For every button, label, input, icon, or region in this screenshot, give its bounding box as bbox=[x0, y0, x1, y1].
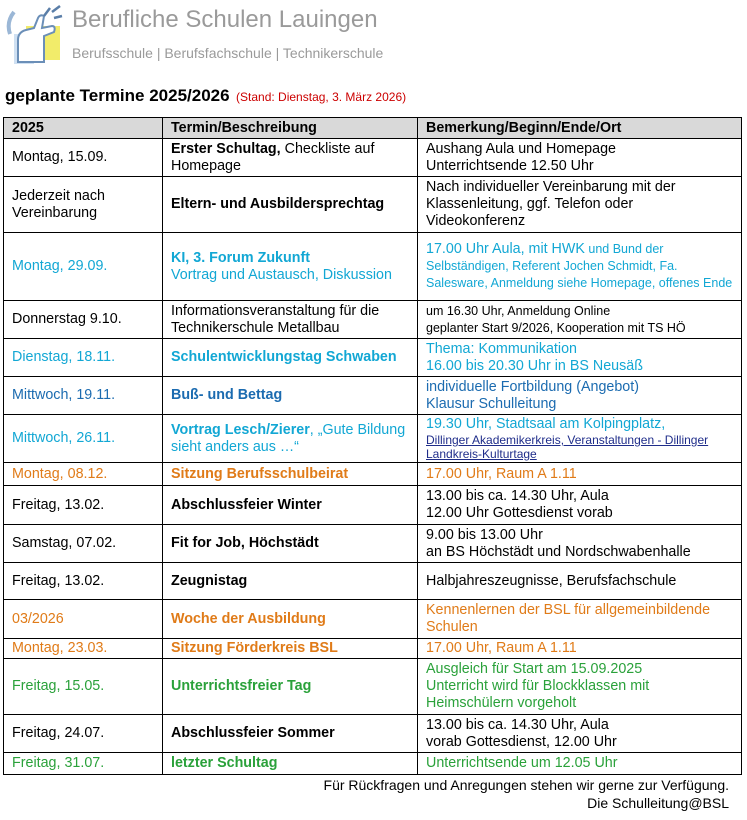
table-row bbox=[4, 139, 742, 177]
bemerkung-line: 13.00 bis ca. 14.30 Uhr, Aula bbox=[426, 716, 609, 733]
date-cell: Montag, 08.12. bbox=[4, 463, 163, 486]
termin-title: KI, 3. Forum Zukunft bbox=[171, 249, 310, 266]
termin-detail: Vortrag und Austausch, Diskussion bbox=[171, 266, 392, 283]
bemerkung-cell bbox=[418, 415, 742, 463]
termin-cell: Zeugnistag bbox=[163, 563, 418, 600]
termin-cell: Woche der Ausbildung bbox=[163, 600, 418, 639]
date-cell: Montag, 23.03. bbox=[4, 639, 163, 659]
bemerkung-cell: Kennenlernen der BSL für allgemeinbildende Schulen bbox=[418, 600, 742, 639]
table-row bbox=[4, 753, 742, 775]
school-logo-icon bbox=[4, 4, 64, 68]
school-types: Berufsschule | Berufsfachschule | Technikerschule bbox=[72, 45, 384, 61]
bemerkung-cell: Unterrichtsende um 12.05 Uhr bbox=[418, 753, 742, 775]
table-row bbox=[4, 233, 742, 301]
termin-title: Vortrag Lesch/Zierer bbox=[171, 421, 310, 438]
date-cell: Freitag, 13.02. bbox=[4, 486, 163, 525]
bemerkung-cell bbox=[418, 301, 742, 339]
table-row bbox=[4, 563, 742, 600]
bemerkung-line: Unterricht wird für Blockklassen mit Heimschülern vorgeholt bbox=[426, 678, 650, 711]
bemerkung-line: Unterrichtsende 12.50 Uhr bbox=[426, 157, 594, 174]
table-row bbox=[4, 659, 742, 715]
bemerkung-line: Klausur Schulleitung bbox=[426, 395, 557, 412]
table-row bbox=[4, 177, 742, 233]
bemerkung-main: 17.00 Uhr Aula, mit HWK bbox=[426, 241, 585, 257]
date-cell: Jederzeit nach Vereinbarung bbox=[4, 177, 163, 233]
termin-detail: Checkliste auf Homepage bbox=[171, 140, 375, 174]
date-cell: Freitag, 31.07. bbox=[4, 753, 163, 775]
termin-cell bbox=[163, 233, 418, 301]
date-cell: Freitag, 15.05. bbox=[4, 659, 163, 715]
date-cell: Freitag, 24.07. bbox=[4, 715, 163, 753]
bemerkung-cell: 17.00 Uhr, Raum A 1.11 bbox=[418, 639, 742, 659]
table-row bbox=[4, 339, 742, 377]
header-termin: Termin/Beschreibung bbox=[163, 118, 418, 139]
termin-cell: Sitzung Berufsschulbeirat bbox=[163, 463, 418, 486]
table-row bbox=[4, 301, 742, 339]
table-row bbox=[4, 463, 742, 486]
footer-note: Für Rückfragen und Anregungen stehen wir gerne zur Verfügung. bbox=[323, 777, 729, 793]
bemerkung-line: Aushang Aula und Homepage bbox=[426, 140, 616, 157]
bemerkung-line: Ausgleich für Start am 15.09.2025 bbox=[426, 661, 643, 677]
termine-table bbox=[3, 117, 742, 775]
bemerkung-cell bbox=[418, 139, 742, 177]
termin-cell bbox=[163, 139, 418, 177]
bemerkung-cell bbox=[418, 715, 742, 753]
bemerkung-cell bbox=[418, 377, 742, 415]
table-row bbox=[4, 525, 742, 563]
date-cell: 03/2026 bbox=[4, 600, 163, 639]
termin-cell: Buß- und Bettag bbox=[163, 377, 418, 415]
termin-title: Erster Schultag, bbox=[171, 140, 281, 157]
table-row bbox=[4, 600, 742, 639]
date-cell: Samstag, 07.02. bbox=[4, 525, 163, 563]
bemerkung-line: an BS Höchstädt und Nordschwabenhalle bbox=[426, 543, 691, 560]
bemerkung-line: um 16.30 Uhr, Anmeldung Online bbox=[426, 303, 611, 318]
bemerkung-line: individuelle Fortbildung (Angebot) bbox=[426, 378, 639, 395]
footer-signature: Die Schulleitung@BSL bbox=[587, 795, 729, 811]
table-row bbox=[4, 415, 742, 463]
bemerkung-small: und Bund der Selbständigen, Referent Jochen Schmidt, Fa. Salesware, Anmeldung siehe Homepage, offenes Ende bbox=[426, 242, 733, 290]
bemerkung-line: 12.00 Uhr Gottesdienst vorab bbox=[426, 505, 613, 521]
termin-cell: letzter Schultag bbox=[163, 753, 418, 775]
date-cell: Freitag, 13.02. bbox=[4, 563, 163, 600]
termin-cell: Abschlussfeier Winter bbox=[163, 486, 418, 525]
bemerkung-cell bbox=[418, 233, 742, 301]
bemerkung-cell: Nach individueller Vereinbarung mit der Klassenleitung, ggf. Telefon oder Videokonferenz bbox=[418, 177, 742, 233]
bemerkung-cell bbox=[418, 525, 742, 563]
stand-date: (Stand: Dienstag, 3. März 2026) bbox=[236, 90, 407, 104]
bemerkung-line: 9.00 bis 13.00 Uhr bbox=[426, 526, 543, 543]
bemerkung-cell bbox=[418, 339, 742, 377]
page-header bbox=[0, 0, 747, 80]
table-row bbox=[4, 377, 742, 415]
bemerkung-line: 13.00 bis ca. 14.30 Uhr, Aula bbox=[426, 488, 609, 504]
date-cell: Dienstag, 18.11. bbox=[4, 339, 163, 377]
termin-cell: Informationsveranstaltung für die Technikerschule Metallbau bbox=[163, 301, 418, 339]
bemerkung-line: geplanter Start 9/2026, Kooperation mit TS HÖ bbox=[426, 320, 686, 335]
page-title bbox=[5, 86, 406, 106]
table-header-row bbox=[4, 118, 742, 139]
bemerkung-cell: 17.00 Uhr, Raum A 1.11 bbox=[418, 463, 742, 486]
termin-cell: Abschlussfeier Sommer bbox=[163, 715, 418, 753]
school-name: Berufliche Schulen Lauingen bbox=[72, 6, 378, 33]
table-row bbox=[4, 639, 742, 659]
bemerkung-line: vorab Gottesdienst, 12.00 Uhr bbox=[426, 733, 617, 750]
date-cell: Montag, 15.09. bbox=[4, 139, 163, 177]
termin-cell bbox=[163, 415, 418, 463]
date-cell: Donnerstag 9.10. bbox=[4, 301, 163, 339]
bemerkung-cell bbox=[418, 659, 742, 715]
date-cell: Montag, 29.09. bbox=[4, 233, 163, 301]
page-footer bbox=[324, 776, 729, 812]
table-row bbox=[4, 486, 742, 525]
kulturtage-link[interactable]: Dillinger Akademikerkreis, Veranstaltungen - Dillinger Landkreis-Kulturtage bbox=[426, 433, 709, 461]
bemerkung-line: Thema: Kommunikation bbox=[426, 340, 577, 357]
date-cell: Mittwoch, 19.11. bbox=[4, 377, 163, 415]
header-bemerkung: Bemerkung/Beginn/Ende/Ort bbox=[418, 118, 742, 139]
termin-cell: Fit for Job, Höchstädt bbox=[163, 525, 418, 563]
bemerkung-line: 16.00 bis 20.30 Uhr in BS Neusäß bbox=[426, 357, 643, 374]
termin-cell: Eltern- und Ausbildersprechtag bbox=[163, 177, 418, 233]
date-cell: Mittwoch, 26.11. bbox=[4, 415, 163, 463]
table-row bbox=[4, 715, 742, 753]
termin-cell: Unterrichtsfreier Tag bbox=[163, 659, 418, 715]
header-year: 2025 bbox=[4, 118, 163, 139]
termin-detail: , „Gute Bildung sieht anders aus …“ bbox=[171, 421, 406, 455]
bemerkung-main: 19.30 Uhr, Stadtsaal am Kolpingplatz, bbox=[426, 416, 666, 432]
title-text: geplante Termine 2025/2026 bbox=[5, 86, 230, 105]
bemerkung-cell: Halbjahreszeugnisse, Berufsfachschule bbox=[418, 563, 742, 600]
termin-cell: Sitzung Förderkreis BSL bbox=[163, 639, 418, 659]
bemerkung-cell bbox=[418, 486, 742, 525]
termin-cell: Schulentwicklungstag Schwaben bbox=[163, 339, 418, 377]
